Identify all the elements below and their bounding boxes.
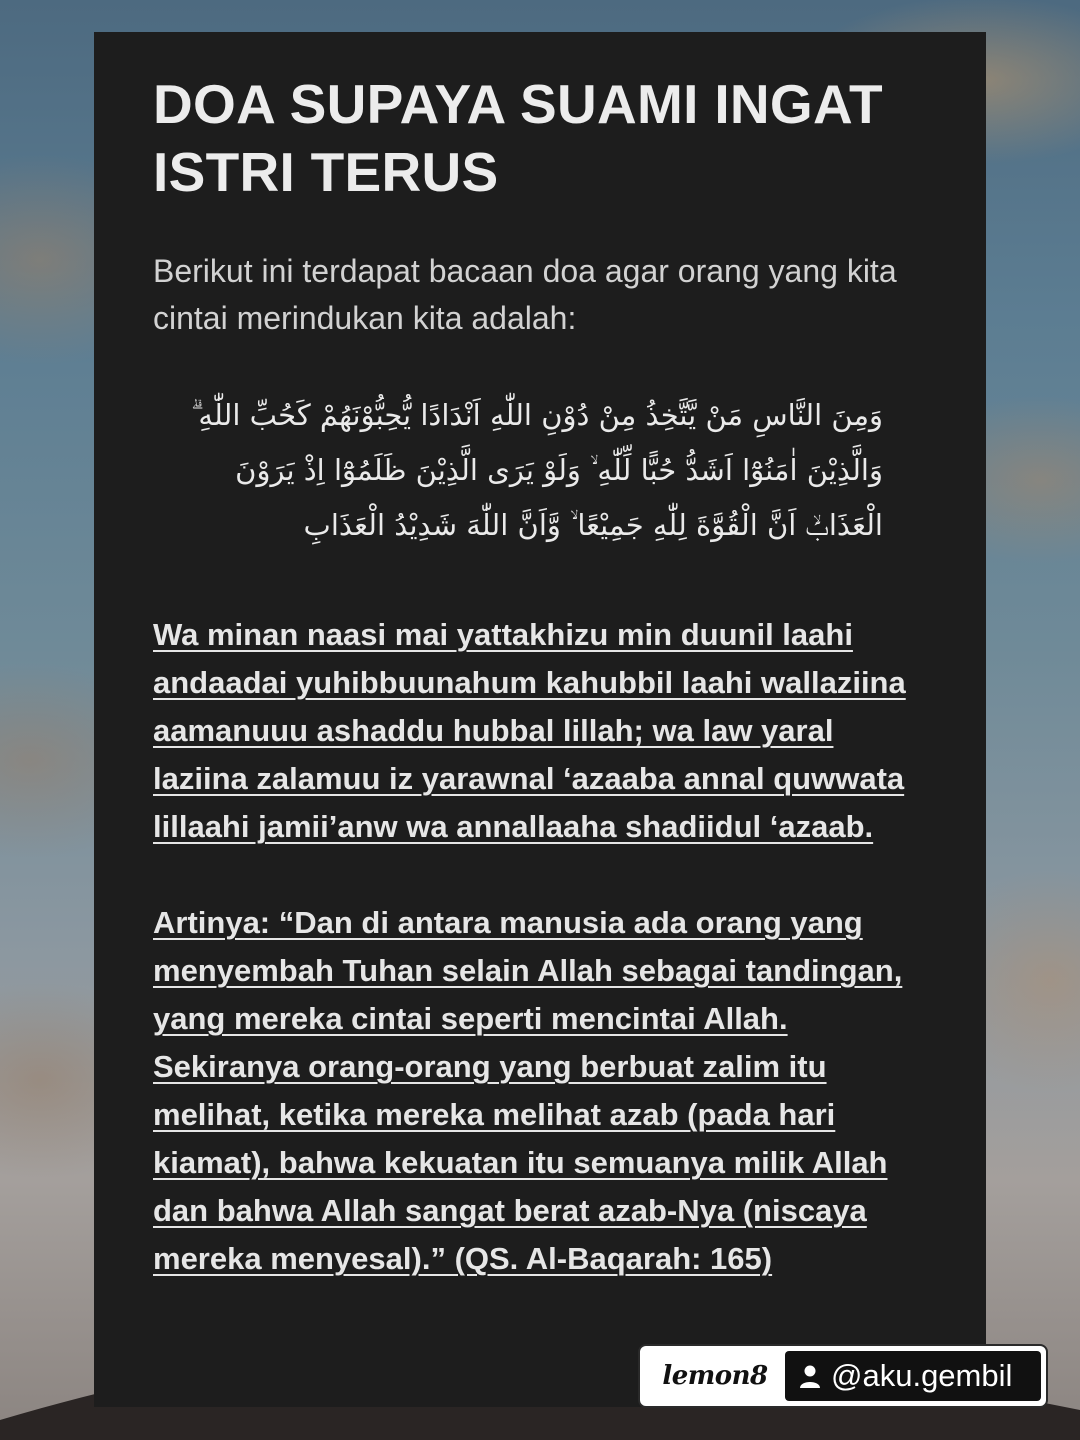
intro-text: Berikut ini terdapat bacaan doa agar orang yang kita cintai merindukan kita adalah: — [153, 253, 897, 336]
post-content — [153, 32, 923, 1283]
post-card — [94, 32, 986, 1407]
latin-transliteration: Wa minan naasi mai yattakhizu min duunil laahi andaadai yuhibbuunahum kahubbil laahi wallaziina aamanuuu ashaddu hubbal lillah; wa law yaral laziina zalamuu iz yarawnal ‘azaaba annal quwwata lillaahi jamii’anw wa annallaaha shadiidul ‘azaab. — [153, 617, 906, 844]
verse-translation: Artinya: “Dan di antara manusia ada orang yang menyembah Tuhan selain Allah sebagai tandingan, yang mereka cintai seperti mencintai Allah. Sekiranya orang-orang yang berbuat zalim itu melihat, ketika mereka melihat azab (pada hari kiamat), bahwa kekuatan itu semuanya milik Allah dan bahwa Allah sangat berat azab-Nya (niscaya mereka menyesal).” (QS. Al-Baqarah: 165) — [153, 905, 903, 1276]
post-title: DOA SUPAYA SUAMI INGAT ISTRI TERUS — [153, 73, 883, 203]
lemon8-watermark — [638, 1344, 1048, 1408]
author-tag — [785, 1351, 1041, 1401]
user-icon — [799, 1364, 821, 1388]
lemon8-logo: lemon8 — [662, 1361, 768, 1391]
arabic-verse: وَمِنَ النَّاسِ مَنْ يَّتَّخِذُ مِنْ دُوْنِ اللّٰهِ اَنْدَادًا يُّحِبُّوْنَهُمْ كَحُبِّ اللّٰهِ ۗ وَالَّذِيْنَ اٰمَنُوْٓا اَشَدُّ حُبًّا لِّلّٰهِ ۙ وَلَوْ يَرَى الَّذِيْنَ ظَلَمُوْٓا اِذْ يَرَوْنَ الْعَذَابَۙ اَنَّ الْقُوَّةَ لِلّٰهِ جَمِيْعًا ۙ وَّاَنَّ اللّٰهَ شَدِيْدُ الْعَذَابِ — [191, 398, 883, 542]
author-handle: @aku.gembil — [831, 1358, 1013, 1393]
